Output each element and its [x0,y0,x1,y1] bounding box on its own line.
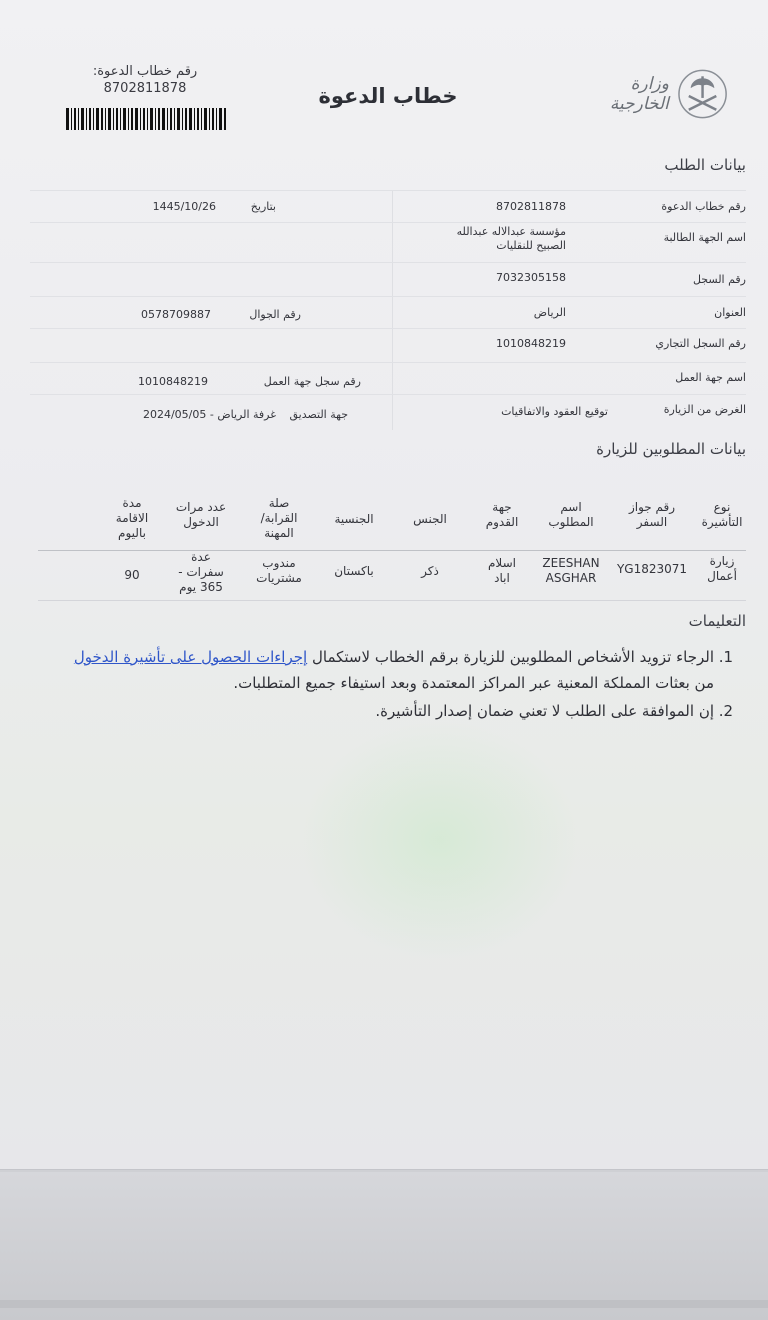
header-line: صلة [268,496,290,510]
detail-label: رقم خطاب الدعوة [661,200,746,213]
header-stay [102,496,162,541]
detail-label: رقم السجل [692,273,746,286]
visa-procedures-link[interactable]: إجراءات الحصول على تأشيرة الدخول [73,648,308,666]
cell-relation [244,556,314,586]
header-nationality [314,512,394,527]
detail-value: 0578709887 [141,308,211,321]
header-line: السفر [636,515,668,529]
background-strip [0,1300,768,1308]
header-line: رقم جواز [628,500,676,514]
cell-line: مندوب [262,556,296,570]
detail-label: جهة التصديق [289,408,348,421]
table-header-divider [38,550,746,551]
detail-label: بتاريخ [250,200,276,213]
header-line: جهة [492,500,512,514]
cell-line: ZEESHAN [542,556,600,570]
header-line: مدة [122,496,142,510]
detail-value: مؤسسة عبدالاله عبدالله [456,225,566,238]
detail-label: رقم السجل التجاري [655,337,746,350]
header-entries [166,500,236,530]
cell-line: اباد [494,571,510,585]
detail-label: اسم الجهة الطالبة [663,231,746,244]
detail-value: الصبيح للنقليات [496,239,566,252]
cell-origin [472,556,532,586]
detail-row [30,262,746,294]
cell-passport: YG1823071 [616,562,688,576]
cell-gender: ذكر [421,564,439,578]
cell-entries [166,550,236,595]
cell-visa-type [698,554,746,584]
instruction-text: الرجاء تزويد الأشخاص المطلوبين للزيارة برقم الخطاب لاستكمال [311,648,714,666]
detail-row [30,394,746,426]
request-section-title: بيانات الطلب [664,156,746,174]
detail-row [30,296,746,328]
instructions-title: التعليمات [688,612,746,630]
instruction-item-2: 2. إن الموافقة على الطلب لا تعني ضمان إصدار التأشيرة. [56,698,714,724]
header-name [536,500,606,530]
background-surface [0,1172,768,1320]
header-visa-type [698,500,746,530]
detail-row [30,328,746,360]
detail-label: اسم جهة العمل [675,371,746,384]
header-line: الاقامة [115,511,149,525]
cell-line: عدة [191,550,211,564]
header-line: الجنس [413,512,447,526]
header-line: نوع [713,500,731,514]
header-origin [472,500,532,530]
cell-line: مشتريات [256,571,302,585]
detail-label: رقم الجوال [249,308,301,321]
instructions-list [56,644,740,726]
header-line: المطلوب [548,515,594,529]
header-line: عدد مرات [175,500,227,514]
cell-line: سفرات - [178,565,224,579]
detail-value: توقيع العقود والاتفاقيات [501,405,608,418]
visitors-section-title: بيانات المطلوبين للزيارة [596,440,746,458]
cell-line: أعمال [707,569,737,583]
detail-value: غرفة الرياض - 2024/05/05 [142,408,276,421]
header-gender [400,512,460,527]
ministry-name: وزارة الخارجية [609,74,669,114]
header-line: التأشيرة [701,515,743,529]
cell-line: 365 يوم [179,580,223,594]
detail-value: 1445/10/26 [152,200,216,213]
header-relation [244,496,314,541]
detail-label: الغرض من الزيارة [663,403,746,416]
detail-value: 1010848219 [496,337,566,350]
header-line: القدوم [485,515,519,529]
cell-name [536,556,606,586]
barcode-image [66,108,226,130]
detail-row [30,222,746,262]
cell-line: اسلام [488,556,516,570]
header-line: المهنة [264,526,294,540]
cell-line: زيارة [709,554,735,568]
cell-stay: 90 [124,568,140,582]
detail-value: 7032305158 [496,271,566,284]
detail-value: 1010848219 [138,375,208,388]
detail-row [30,190,746,222]
saudi-emblem-icon [677,68,728,120]
instruction-item-1 [56,644,714,696]
header-line: اسم [560,500,582,514]
header-line: الدخول [183,515,219,529]
cell-nationality: باكستان [334,564,374,578]
header-line: باليوم [118,526,146,540]
detail-value: الرياض [533,306,566,319]
header-passport [612,500,692,530]
table-row-divider [38,600,746,601]
reference-block [60,64,230,96]
detail-label: رقم سجل جهة العمل [263,375,361,388]
instruction-text: من بعثات المملكة المعنية عبر المراكز المعتمدة وبعد استيفاء جميع المتطلبات. [233,674,714,692]
document-title: خطاب الدعوة [318,84,458,108]
detail-row [30,362,746,394]
ministry-logo [568,64,728,124]
detail-value: 8702811878 [496,200,566,213]
header-line: القرابة/ [260,511,298,525]
detail-label: العنوان [714,306,746,319]
cell-line: ASGHAR [545,571,597,585]
header-line: الجنسية [334,512,374,526]
reference-label: رقم خطاب الدعوة: [92,64,198,79]
reference-number: 8702811878 [103,81,187,96]
